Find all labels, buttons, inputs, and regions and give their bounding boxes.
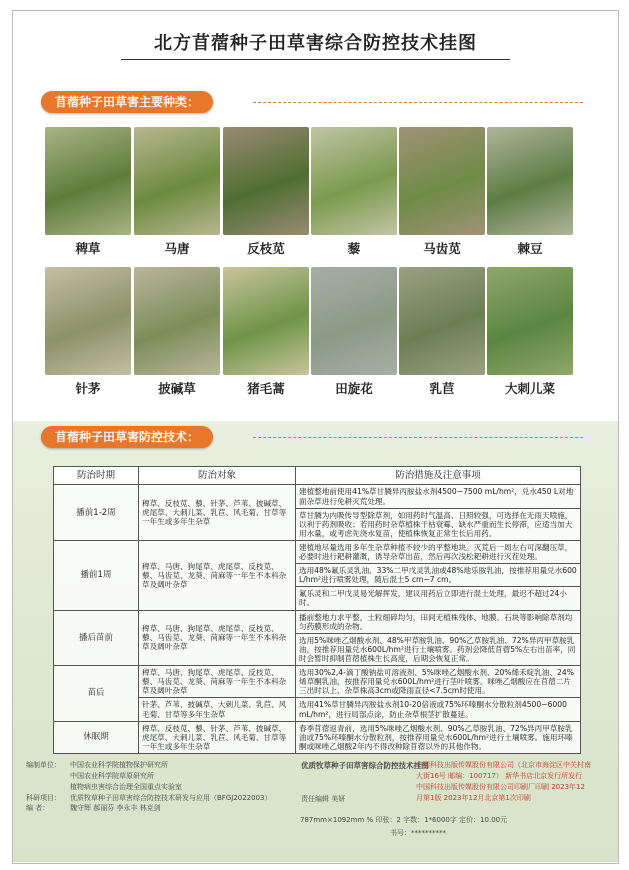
species-name: 马唐 xyxy=(164,241,190,256)
period-cell: 苗后 xyxy=(54,666,139,722)
species-photo xyxy=(134,267,220,375)
period-cell: 播后苗前 xyxy=(54,610,139,666)
measure-cell: 选用5%咪唑乙烟酸水剂、48%甲草胺乳油、90%乙草胺乳油、72%异丙甲草胺乳油，按推荐用量兑水600L/hm²进行土壤喷雾。药剂会降低苜蓿5%左右出苗率，同时会暂时抑制苜蓿植株生长高度，后期会恢复正常。 xyxy=(296,633,581,665)
measure-cell: 春季苜蓿返青前，选用5%咪唑乙烟酸水剂、90%乙草胺乳油、72%异丙甲草胺乳油或75%环嗪酮水分散粒剂，按推荐用量兑水600L/hm²进行土壤喷雾。施用环嗪酮或咪唑乙烟酸2年内不得改种除苜蓿以外的其他作物。 xyxy=(296,721,581,753)
species-card xyxy=(487,267,573,397)
species-card xyxy=(223,127,309,257)
species-card xyxy=(45,127,131,257)
species-name: 乳苣 xyxy=(429,381,455,396)
species-card xyxy=(311,127,397,257)
page-title: 北方苜蓿种子田草害综合防控技术挂图 xyxy=(154,33,477,54)
credit-label: 编 者： xyxy=(26,804,50,813)
species-card xyxy=(134,267,220,397)
credit-label: 编制单位： xyxy=(26,761,61,769)
period-cell: 播前1-2周 xyxy=(54,485,139,541)
book-title: 优质牧草种子田草害综合防控技术挂图 xyxy=(301,761,429,770)
species-name: 马齿苋 xyxy=(423,241,461,256)
species-name: 棘豆 xyxy=(517,241,543,256)
credit-label: 科研项目： xyxy=(26,793,61,802)
target-cell: 稗草、马唐、狗尾草、虎尾草、反枝苋、藜、马齿苋、龙葵、苘麻等一年生不本科杂草及阔叶杂草 xyxy=(139,610,296,666)
measure-cell: 选用30%2,4-滴丁酸钠盐可溶液剂、5%咪唑乙烟酸水剂、20%烯禾啶乳油、24%烯草酮乳油，按推荐用量兑水600L/hm²进行茎叶喷雾。咪唑乙烟酸应在苜蓿二片三出时以上、杂草株高3cm或降雨直径<7.5cm时使用。 xyxy=(296,666,581,698)
credit-value: 中国农业科学院植物保护研究所 xyxy=(70,761,168,769)
publisher-info: 中国科技出版传媒股份有限公司（北京市海淀区中关村南大街16号 邮编：100717） 新华书店北京发行所发行 中国科技出版传媒股份有限公司印刷厂印刷 2023年12月第1版 2023年12月北京第1次印刷 xyxy=(416,761,591,802)
control-table xyxy=(53,466,581,754)
species-photo xyxy=(223,127,309,235)
species-name: 针茅 xyxy=(75,381,101,396)
measure-cell: 选用48%氟乐灵乳油、33%二甲戊灵乳油或48%地乐胺乳油，按推荐用量兑水600 L/hm²进行喷雾处理，随后混土5 cm~7 cm。 xyxy=(296,564,581,587)
colophon-book-info xyxy=(301,760,431,804)
species-photo xyxy=(399,127,485,235)
species-photo xyxy=(487,127,573,235)
section-heading-control: 苜蓿种子田草害防控技术： xyxy=(41,426,213,448)
credit-value: 中国农业科学院草原研究所 xyxy=(70,771,154,780)
section-heading-species: 苜蓿种子田草害主要种类： xyxy=(41,91,213,113)
species-card xyxy=(311,267,397,397)
editor-line: 责任编辑 美妍 xyxy=(301,794,346,803)
species-name: 田旋花 xyxy=(335,381,373,396)
species-card xyxy=(487,127,573,257)
period-cell: 播前1周 xyxy=(54,540,139,610)
measure-cell: 建植整地前使用41%草甘膦异丙胺盐水剂4500~7500 mL/hm²，兑水450 L对地面杂草进行免耕灭荒处理。 xyxy=(296,485,581,508)
colophon-credits xyxy=(26,760,276,814)
target-cell: 稗草、马唐、狗尾草、虎尾草、反枝苋、藜、马齿苋、龙葵、苘麻等一年生不本科杂草及阔叶杂草 xyxy=(139,666,296,698)
measure-cell: 草甘膦为内吸传导型除草剂，如用药时气温高、日照较强，可选择在无雨天喷施，以利于药剂吸收；若用药时杂草植株干枯衰霉、缺水严重而生长停滞，应适当加大用水量，或考虑先浇水复苗，使植株恢复正常生长后用药。 xyxy=(296,508,581,540)
species-name: 藜 xyxy=(347,241,361,256)
species-photo xyxy=(223,267,309,375)
species-name: 反枝苋 xyxy=(247,241,285,256)
species-name: 稗草 xyxy=(75,241,101,256)
species-card xyxy=(223,267,309,397)
species-name: 大刺儿菜 xyxy=(504,381,555,396)
species-photo xyxy=(45,267,131,375)
species-name: 披碱草 xyxy=(158,381,196,396)
period-cell: 休眠期 xyxy=(54,721,139,753)
target-cell: 稗草、马唐、狗尾草、虎尾草、反枝苋、藜、马齿苋、龙葵、苘麻等一年生不本科杂草及阔叶杂草 xyxy=(139,540,296,610)
section-divider xyxy=(253,437,583,438)
species-photo xyxy=(311,267,397,375)
target-cell: 针茅、芦苇、披碱草、大刺儿菜、乳苣、风毛菊、甘草等多年生杂草 xyxy=(139,698,296,721)
measure-cell: 选用41%草甘膦异丙胺盐水剂10-20倍液或75%环嗪酮水分散粒剂4500~6000 mL/hm²，进行局部点涂，防止杂草根茎扩散蔓延。 xyxy=(296,698,581,721)
species-card xyxy=(134,127,220,257)
isbn: 书号：********** xyxy=(390,829,446,837)
credit-label xyxy=(26,771,70,782)
print-specs: 787mm×1092mm % 印张：2 字数：1*6000字 定价：10.00元 xyxy=(300,816,508,824)
species-photo xyxy=(487,267,573,375)
species-name: 猪毛蒿 xyxy=(247,381,285,396)
species-photo xyxy=(134,127,220,235)
species-photo xyxy=(399,267,485,375)
section-divider xyxy=(253,102,583,103)
species-card xyxy=(399,267,485,397)
credit-value: 植物病虫害综合治理全国重点实验室 xyxy=(70,782,182,791)
credit-value: 魏守辉 郝丽芬 李永丰 林克剑 xyxy=(70,804,161,813)
species-photo xyxy=(311,127,397,235)
poster xyxy=(12,10,619,864)
col-header-target: 防治对象 xyxy=(139,467,296,485)
target-cell: 稗草、反枝苋、藜、针茅、芦苇、披碱草、虎尾草、大刺儿菜、乳苣、风毛菊、甘草等一年生或多年生杂草 xyxy=(139,485,296,541)
col-header-period: 防治时期 xyxy=(54,467,139,485)
target-cell: 稗草、反枝苋、藜、针茅、芦苇、披碱草、虎尾草、大刺儿菜、乳苣、风毛菊、甘草等一年生或多年生杂草 xyxy=(139,721,296,753)
species-card xyxy=(45,267,131,397)
title-rule xyxy=(121,59,510,60)
col-header-measure: 防治措施及注意事项 xyxy=(296,467,581,485)
species-photo xyxy=(45,127,131,235)
species-card xyxy=(399,127,485,257)
credit-value: 优质牧草种子田草害综合防控技术研发与应用（BFGJ2022003） xyxy=(70,793,272,802)
measure-cell: 氟乐灵和二甲戊灵易光解挥发，建议用药后立即进行混土处理，最迟不超过24小时。 xyxy=(296,587,581,610)
measure-cell: 建植地尽量选用多年生杂草种植不较少的平整地块。灭荒后一周左右可深翻压草，必要时进行耙耕灌溉，诱导杂草出苗，然后再次浅松耙耕进行灭茬处理。 xyxy=(296,540,581,563)
measure-cell: 播前整地力求平整，土粒细碎均匀，田间无植株残体、地膜、石块等影响除草剂均匀药膜形成的杂物。 xyxy=(296,610,581,633)
credit-label xyxy=(26,782,70,793)
